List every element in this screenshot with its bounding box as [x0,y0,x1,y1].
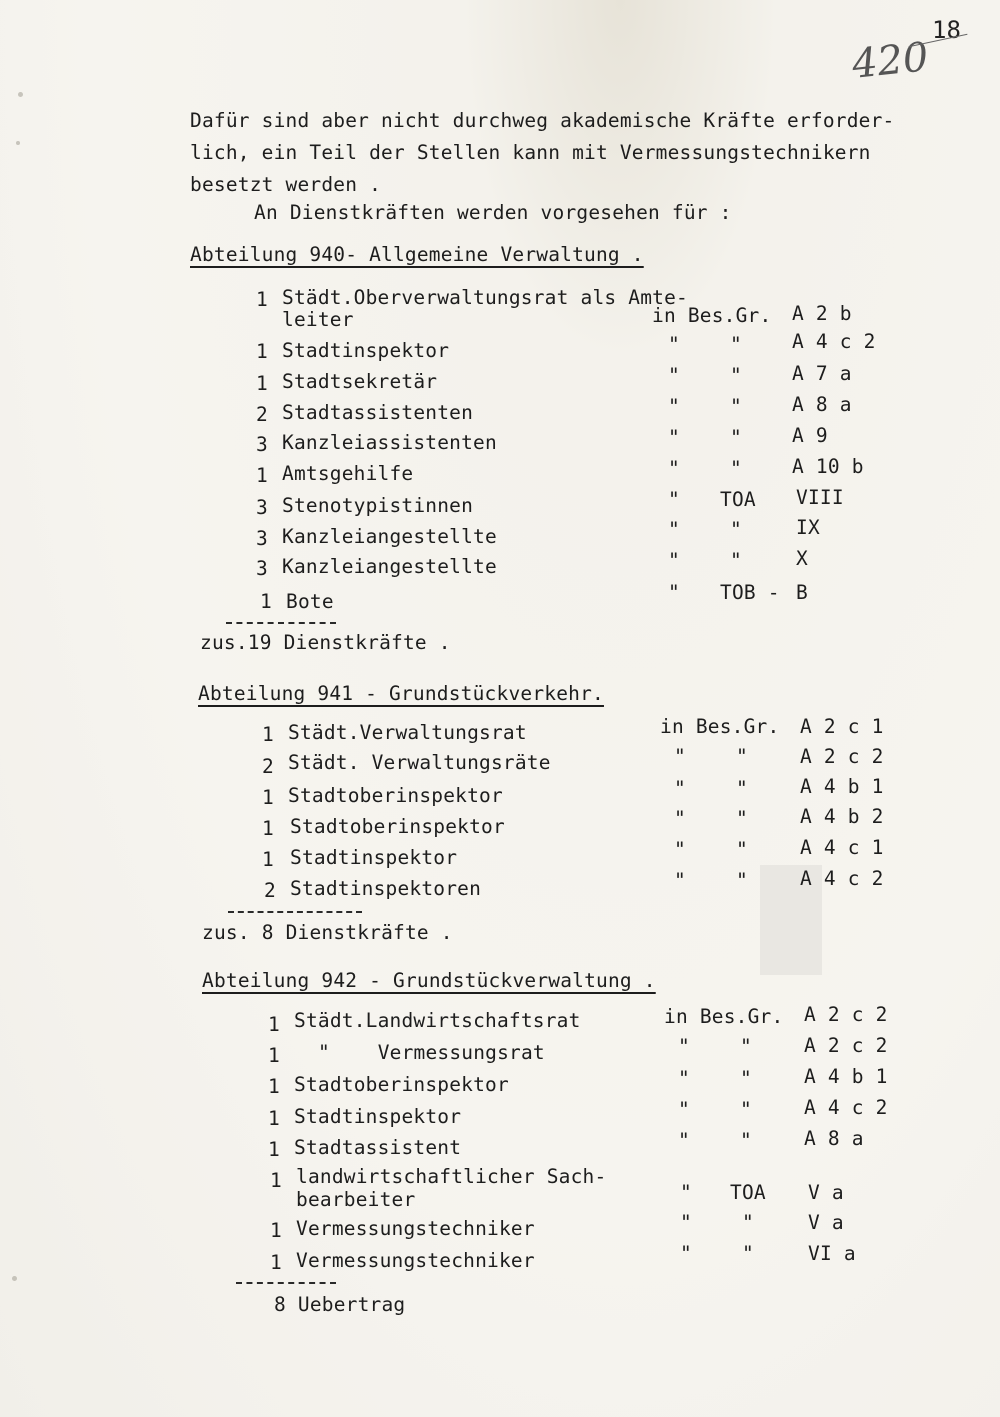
row-title: Stadtassistent [294,1136,462,1159]
row-title: Städt.Oberverwaltungsrat als Amte- [282,286,688,309]
section-total: zus.19 Dienstkräfte . [200,631,451,654]
row-pay-group: in Bes.Gr. [664,1005,784,1028]
row-grade: A 4 c 1 [800,836,884,859]
row-title: Städt. Verwaltungsräte [288,751,551,774]
row-title: Kanzleiangestellte [282,555,497,578]
row-ditto: " [736,745,748,768]
row-pay-group: in Bes.Gr. [660,715,780,738]
row-grade: IX [796,516,820,539]
row-count: 2 [262,755,274,778]
section-heading: Abteilung 942 - Grundstückverwaltung . [202,969,656,992]
row-count: 2 [264,879,276,902]
row-grade: A 8 a [792,393,852,416]
row-ditto: " [740,1067,752,1090]
row-grade: A 2 c 2 [800,745,884,768]
row-grade: A 2 b [792,302,852,325]
sum-line [226,622,336,624]
row-count: 3 [256,557,268,580]
row-grade: VI a [808,1242,856,1265]
intro-line-2: lich, ein Teil der Stellen kann mit Vermessungstechnikern [190,141,871,164]
row-ditto: " [668,457,680,480]
row-count: 1 [262,786,274,809]
row-ditto: " [740,1098,752,1121]
row-grade: A 4 b 2 [800,805,884,828]
intro-line-1: Dafür sind aber nicht durchweg akademische Kräfte erforder- [190,109,895,132]
row-title: Stenotypistinnen [282,494,474,517]
row-count: 1 [268,1138,280,1161]
row-grade: A 2 c 2 [804,1034,888,1057]
row-title: Stadtinspektoren [290,877,482,900]
row-ditto: TOA [730,1181,766,1204]
row-ditto: " [678,1129,690,1152]
row-title: Vermessungstechniker [296,1217,535,1240]
row-ditto: " [680,1211,692,1234]
row-count: 3 [256,433,268,456]
row-ditto: " [678,1098,690,1121]
row-grade: A 2 c 1 [800,715,884,738]
row-count: 1 [256,340,268,363]
row-count: 1 [270,1219,282,1242]
row-title: " Vermessungsrat [318,1041,545,1064]
row-ditto: " [678,1035,690,1058]
row-title: Städt.Landwirtschaftsrat [294,1009,581,1032]
row-ditto: " [740,1035,752,1058]
row-grade: V a [808,1181,844,1204]
row-ditto: " [730,395,742,418]
row-title: Stadtinspektor [282,339,450,362]
row-ditto: " [674,838,686,861]
row-ditto: " [674,807,686,830]
row-count: 1 [268,1107,280,1130]
row-title: Kanzleiassistenten [282,431,497,454]
row-ditto: " [730,333,742,356]
row-count: 3 [256,527,268,550]
margin-mark [16,141,20,145]
page-number: 18 [932,16,961,44]
row-grade: A 4 b 1 [800,775,884,798]
row-count: 1 [268,1013,280,1036]
row-pay-group: in Bes.Gr. [652,304,772,327]
row-title: leiter [282,308,354,331]
row-count: 1 [270,1251,282,1274]
row-ditto: " [680,1242,692,1265]
row-title: Amtsgehilfe [282,462,414,485]
row-title: Stadtsekretär [282,370,438,393]
row-grade: A 9 [792,424,828,447]
row-title: Stadtoberinspektor [288,784,503,807]
row-title: Stadtinspektor [290,846,458,869]
row-grade: A 2 c 2 [804,1003,888,1026]
row-title: Kanzleiangestellte [282,525,497,548]
row-ditto: " [740,1129,752,1152]
row-title: Stadtoberinspektor [290,815,505,838]
row-count: 1 [262,723,274,746]
row-grade: V a [808,1211,844,1234]
row-grade: A 8 a [804,1127,864,1150]
archive-number: 420 [849,34,931,88]
row-ditto: " [668,518,680,541]
carry-over-total: 8 Uebertrag [274,1293,406,1316]
row-ditto: " [678,1067,690,1090]
row-count: 1 [262,848,274,871]
row-ditto: " [730,457,742,480]
row-ditto: " [736,807,748,830]
row-ditto: " [680,1181,692,1204]
row-title: Stadtassistenten [282,401,474,424]
row-title: Stadtinspektor [294,1105,462,1128]
row-count: 1 [262,817,274,840]
row-ditto: " [668,581,680,604]
row-ditto: " [730,364,742,387]
row-title: Bote [286,590,334,613]
row-grade: A 4 c 2 [800,867,884,890]
row-ditto: " [668,333,680,356]
row-ditto: " [736,869,748,892]
row-title: Vermessungstechniker [296,1249,535,1272]
intro-line-3: besetzt werden . [190,173,382,196]
row-ditto: " [736,777,748,800]
row-title: landwirtschaftlicher Sach- [296,1165,607,1188]
section-total: zus. 8 Dienstkräfte . [202,921,453,944]
row-ditto: " [668,488,680,511]
row-title: Stadtoberinspektor [294,1073,509,1096]
intro-line-4: An Dienstkräften werden vorgesehen für : [254,201,732,224]
row-count: 1 [256,288,268,311]
row-grade: A 4 c 2 [792,330,876,353]
row-ditto: " [668,549,680,572]
row-grade: A 10 b [792,455,864,478]
row-count: 1 [268,1075,280,1098]
row-grade: A 4 b 1 [804,1065,888,1088]
row-count: 1 [256,372,268,395]
row-ditto: TOA [720,488,756,511]
row-ditto: " [668,395,680,418]
row-ditto: " [730,549,742,572]
row-count: 3 [256,496,268,519]
row-grade: VIII [796,486,844,509]
row-ditto: " [674,745,686,768]
margin-mark [18,92,23,97]
row-ditto: " [674,869,686,892]
row-ditto: " [736,838,748,861]
row-count: 1 [270,1169,282,1192]
row-count: 1 [268,1044,280,1067]
row-ditto: " [742,1242,754,1265]
row-title: Städt.Verwaltungsrat [288,721,527,744]
row-count: 1 [260,590,272,613]
row-ditto: " [730,426,742,449]
section-heading: Abteilung 941 - Grundstückverkehr. [198,682,604,705]
row-count: 2 [256,403,268,426]
sum-line [228,911,362,913]
row-grade: A 7 a [792,362,852,385]
row-ditto: " [674,777,686,800]
row-grade: X [796,547,808,570]
row-count: 1 [256,464,268,487]
row-grade: B [796,581,808,604]
row-grade: A 4 c 2 [804,1096,888,1119]
row-ditto: TOB - [720,581,780,604]
row-title: bearbeiter [296,1188,416,1211]
row-ditto: " [742,1211,754,1234]
sum-line [236,1282,336,1284]
row-ditto: " [730,518,742,541]
section-heading: Abteilung 940- Allgemeine Verwaltung . [190,243,644,266]
row-ditto: " [668,426,680,449]
row-ditto: " [668,364,680,387]
margin-mark [12,1276,17,1281]
